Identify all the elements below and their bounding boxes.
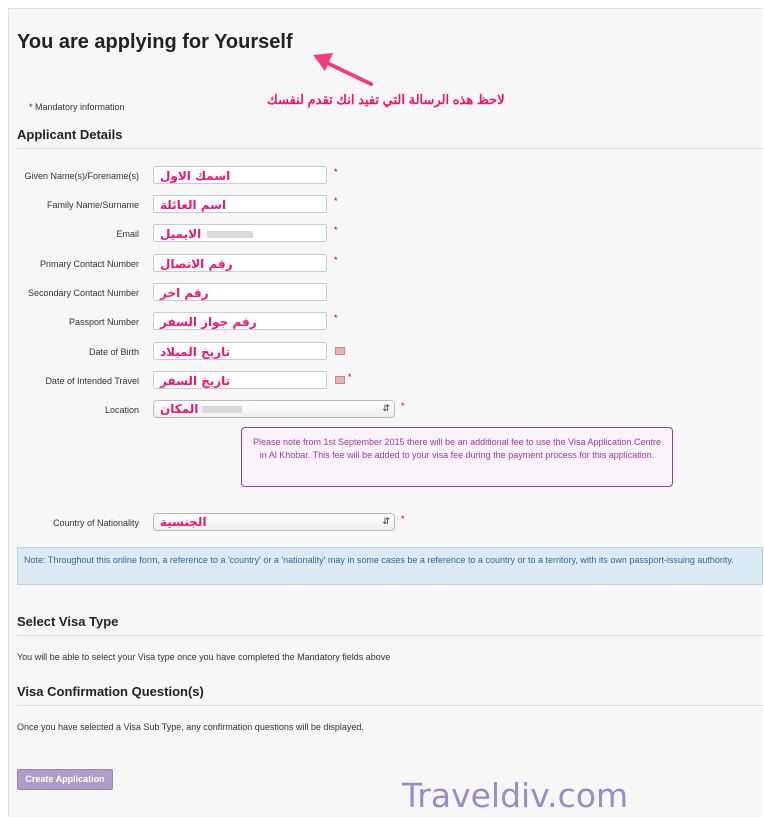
required-marker: * [401, 401, 405, 411]
given-name-row [9, 166, 763, 188]
divider [17, 705, 763, 706]
required-marker: * [334, 196, 338, 206]
divider [17, 635, 763, 636]
location-select[interactable]: المكان ⇵ [153, 400, 395, 418]
secondary-contact-row [9, 283, 763, 305]
email-row [9, 224, 763, 246]
location-label: Location [104, 405, 139, 415]
annotation-text: لاحظ هذه الرسالة التي تفيد انك تقدم لنفسك [267, 92, 505, 107]
secondary-contact-input[interactable]: رقم اخر [153, 283, 327, 301]
divider [17, 148, 763, 149]
applicant-details-heading: Applicant Details [17, 127, 123, 142]
confirmation-text: Once you have selected a Visa Sub Type, any confirmation questions will be displayed. [17, 722, 364, 732]
given-name-label: Given Name(s)/Forename(s) [24, 171, 139, 181]
passport-number-label: Passport Number [68, 317, 139, 327]
date-of-birth-label: Date of Birth [88, 347, 139, 357]
fee-notice: Please note from 1st September 2015 there will be an additional fee to use the Visa Application Centre in Al Khobar. This fee will be added to your visa fee during the payment process for this application. [241, 427, 673, 487]
family-name-label: Family Name/Surname [46, 200, 139, 210]
required-marker: * [334, 167, 338, 177]
confirmation-heading: Visa Confirmation Question(s) [17, 684, 204, 699]
nationality-row [9, 513, 763, 535]
date-of-travel-input[interactable]: تاريخ السفر [153, 371, 327, 389]
required-marker: * [334, 255, 338, 265]
required-marker: * [334, 225, 338, 235]
location-row [9, 400, 763, 422]
primary-contact-label: Primary Contact Number [39, 259, 139, 269]
nationality-label: Country of Nationality [52, 518, 139, 528]
passport-number-input[interactable]: رقم جواز السفر [153, 312, 327, 330]
create-application-button[interactable]: Create Application [17, 769, 113, 790]
visa-type-heading: Select Visa Type [17, 614, 119, 629]
required-marker: * [334, 313, 338, 323]
secondary-contact-label: Secondary Contact Number [27, 288, 139, 298]
application-form-page [8, 8, 763, 817]
email-label: Email [116, 229, 139, 239]
date-of-travel-row [9, 371, 763, 393]
visa-type-text: You will be able to select your Visa type once you have completed the Mandatory fields above [17, 652, 391, 662]
date-of-travel-label: Date of Intended Travel [45, 376, 139, 386]
given-name-input[interactable]: اسمك الاول [153, 166, 327, 184]
family-name-row [9, 195, 763, 217]
page-title: You are applying for Yourself [17, 31, 293, 53]
required-marker: * [348, 372, 352, 382]
family-name-input[interactable]: اسم العائلة [153, 195, 327, 213]
primary-contact-input[interactable]: رقم الاتصال [153, 254, 327, 272]
mandatory-note: * Mandatory information [29, 102, 125, 112]
date-of-birth-row [9, 342, 763, 364]
info-note: Note: Throughout this online form, a reference to a 'country' or a 'nationality' may in some cases be a reference to a country or to a territory, with its own passport-issuing authority. [17, 547, 763, 585]
chevron-down-icon: ⇵ [382, 517, 390, 527]
required-marker: * [401, 514, 405, 524]
watermark: Traveldiv.com [402, 776, 629, 815]
nationality-select[interactable]: الجنسية ⇵ [153, 513, 395, 531]
passport-number-row [9, 312, 763, 334]
arrow-icon [309, 49, 379, 93]
date-of-birth-input[interactable]: تاريخ الميلاد [153, 342, 327, 360]
calendar-icon[interactable] [335, 347, 345, 355]
chevron-down-icon: ⇵ [382, 404, 390, 414]
email-input[interactable]: الايميل [153, 224, 327, 242]
primary-contact-row [9, 254, 763, 276]
calendar-icon[interactable] [335, 376, 345, 384]
